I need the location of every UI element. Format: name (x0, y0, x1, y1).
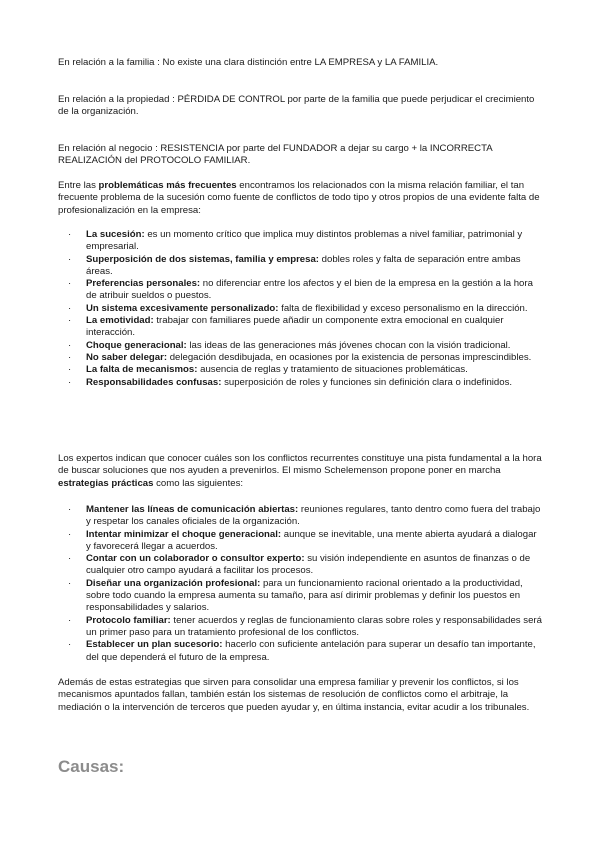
strategies-list (58, 504, 543, 664)
list-item-text: hacerlo con suficiente antelación para superar un desafío tan importante, del que dependerá el futuro de la empresa. (86, 639, 536, 663)
list-item-title: Diseñar una organización profesional: (86, 577, 261, 589)
bullet-icon: · (68, 302, 72, 314)
list-item-text: su visión independiente en asuntos de finanzas o de cualquier otro campo ayudará a facilitar los procesos. (86, 553, 531, 577)
bullet-icon: · (68, 577, 72, 589)
list-item-text: las ideas de las generaciones más jóvenes chocan con la visión tradicional. (186, 339, 511, 351)
list-item (58, 340, 543, 352)
list-item-text: falta de flexibilidad y exceso personalismo en la dirección. (278, 302, 528, 314)
paragraph-expertos (58, 453, 543, 490)
list-item (58, 578, 543, 615)
paragraph-propiedad: En relación a la propiedad : PÉRDIDA DE CONTROL por parte de la familia que puede perjudicar el crecimiento de la organización. (58, 94, 535, 118)
bullet-icon: · (68, 553, 72, 565)
bullet-icon: · (68, 278, 72, 290)
list-item (58, 303, 543, 315)
list-item-text: tener acuerdos y reglas de funcionamiento claras sobre roles y responsabilidades será un primer paso para un tratamiento profesional de los conflictos. (86, 614, 542, 638)
list-item (58, 278, 543, 303)
paragraph-resolucion: Además de estas estrategias que sirven para consolidar una empresa familiar y prevenir los conflictos, si los mecanismos apuntados fallan, también están los sistemas de resolución de conflictos como el arbitraje, la mediación o la intervención de terceros que pueden ayudar y, en última instancia, evitar acudir a los tribunales. (58, 677, 530, 713)
list-item (58, 553, 543, 578)
bullet-icon: · (68, 253, 72, 265)
bullet-icon: · (68, 351, 72, 363)
list-item (58, 254, 543, 279)
list-item-text: ausencia de reglas y tratamiento de situaciones problemáticas. (197, 364, 468, 376)
list-item-title: Establecer un plan sucesorio: (86, 639, 223, 651)
list-item (58, 615, 543, 640)
list-item-text: para un funcionamiento racional orientado a la productividad, sobre todo cuando la empresa aumenta su tamaño, para así dirimir problemas y definir los puestos en responsabilidades y salarios. (86, 577, 523, 614)
paragraph-negocio: En relación al negocio : RESISTENCIA por parte del FUNDADOR a dejar su cargo + la INCORRECTA REALIZACIÓN del PROTOCOLO FAMILIAR. (58, 143, 493, 167)
list-item-title: Responsabilidades confusas: (86, 376, 222, 388)
list-item-title: Intentar minimizar el choque generacional: (86, 528, 282, 540)
problems-list (58, 229, 543, 389)
list-item-title: La emotividad: (86, 315, 154, 327)
bullet-icon: · (68, 364, 72, 376)
list-item (58, 504, 543, 529)
list-item-title: Contar con un colaborador o consultor experto: (86, 553, 305, 565)
bullet-icon: · (68, 528, 72, 540)
list-item-title: Protocolo familiar: (86, 614, 171, 626)
list-item-text: superposición de roles y funciones sin definición clara o indefinidos. (221, 376, 513, 388)
bullet-icon: · (68, 614, 72, 626)
text-run: Entre las (58, 180, 99, 191)
list-item-text: es un momento crítico que implica muy distintos problemas a nivel familiar, patrimonial y empresarial. (86, 229, 523, 253)
list-item (58, 315, 543, 340)
bullet-icon: · (68, 639, 72, 651)
list-item-title: La falta de mecanismos: (86, 364, 198, 376)
list-item-text: no diferenciar entre los afectos y el bien de la empresa en la gestión a la hora de atribuir sueldos o puestos. (86, 278, 533, 302)
bold-text: problemáticas más frecuentes (98, 180, 237, 191)
text-run: como las siguientes: (153, 477, 244, 489)
bullet-icon: · (68, 315, 72, 327)
paragraph-familia: En relación a la familia : No existe una clara distinción entre LA EMPRESA y LA FAMILIA. (58, 57, 439, 68)
bullet-icon: · (68, 339, 72, 351)
list-item-text: dobles roles y falta de separación entre ambas áreas. (86, 253, 521, 277)
list-item-title: Superposición de dos sistemas, familia y empresa: (86, 253, 319, 265)
list-item-title: Un sistema excesivamente personalizado: (86, 302, 279, 314)
list-item-text: reuniones regulares, tanto dentro como fuera del trabajo y respetar los canales oficiales de la organización. (86, 504, 541, 528)
bullet-icon: · (68, 229, 72, 240)
text-run: encontramos los relacionados con la misma relación familiar, el tan frecuente problema de la sucesión como fuente de conflictos de todo tipo y otros propios de una evidente falta de profesionalización en la empresa: (58, 180, 540, 216)
list-item-title: Preferencias personales: (86, 278, 201, 290)
list-item-title: No saber delegar: (86, 351, 168, 363)
list-item-title: Mantener las líneas de comunicación abiertas: (86, 504, 299, 515)
list-item (58, 229, 543, 254)
list-item (58, 364, 543, 376)
list-item (58, 529, 543, 554)
text-run: Los expertos indican que conocer cuáles son los conflictos recurrentes constituye una pista fundamental a la hora de buscar soluciones que nos ayuden a prevenirlos. El mismo Schelemenson propone poner en marcha (58, 453, 542, 477)
list-item-text: aunque se inevitable, una mente abierta ayudará a dialogar y favorecerá llegar a acuerdos. (86, 528, 537, 552)
paragraph-problematicas (58, 180, 543, 217)
list-item (58, 639, 543, 664)
bullet-icon: · (68, 376, 72, 388)
list-item-text: trabajar con familiares puede añadir un componente extra emocional en cualquier interacción. (86, 315, 504, 339)
list-item-title: La sucesión: (86, 229, 145, 240)
list-item (58, 377, 543, 389)
bullet-icon: · (68, 504, 72, 515)
list-item-text: delegación desdibujada, en ocasiones por la existencia de personas imprescindibles. (167, 351, 532, 363)
bold-text: estrategias prácticas (58, 477, 154, 489)
list-item (58, 352, 543, 364)
section-heading: Causas: (58, 757, 125, 776)
list-item-title: Choque generacional: (86, 339, 187, 351)
